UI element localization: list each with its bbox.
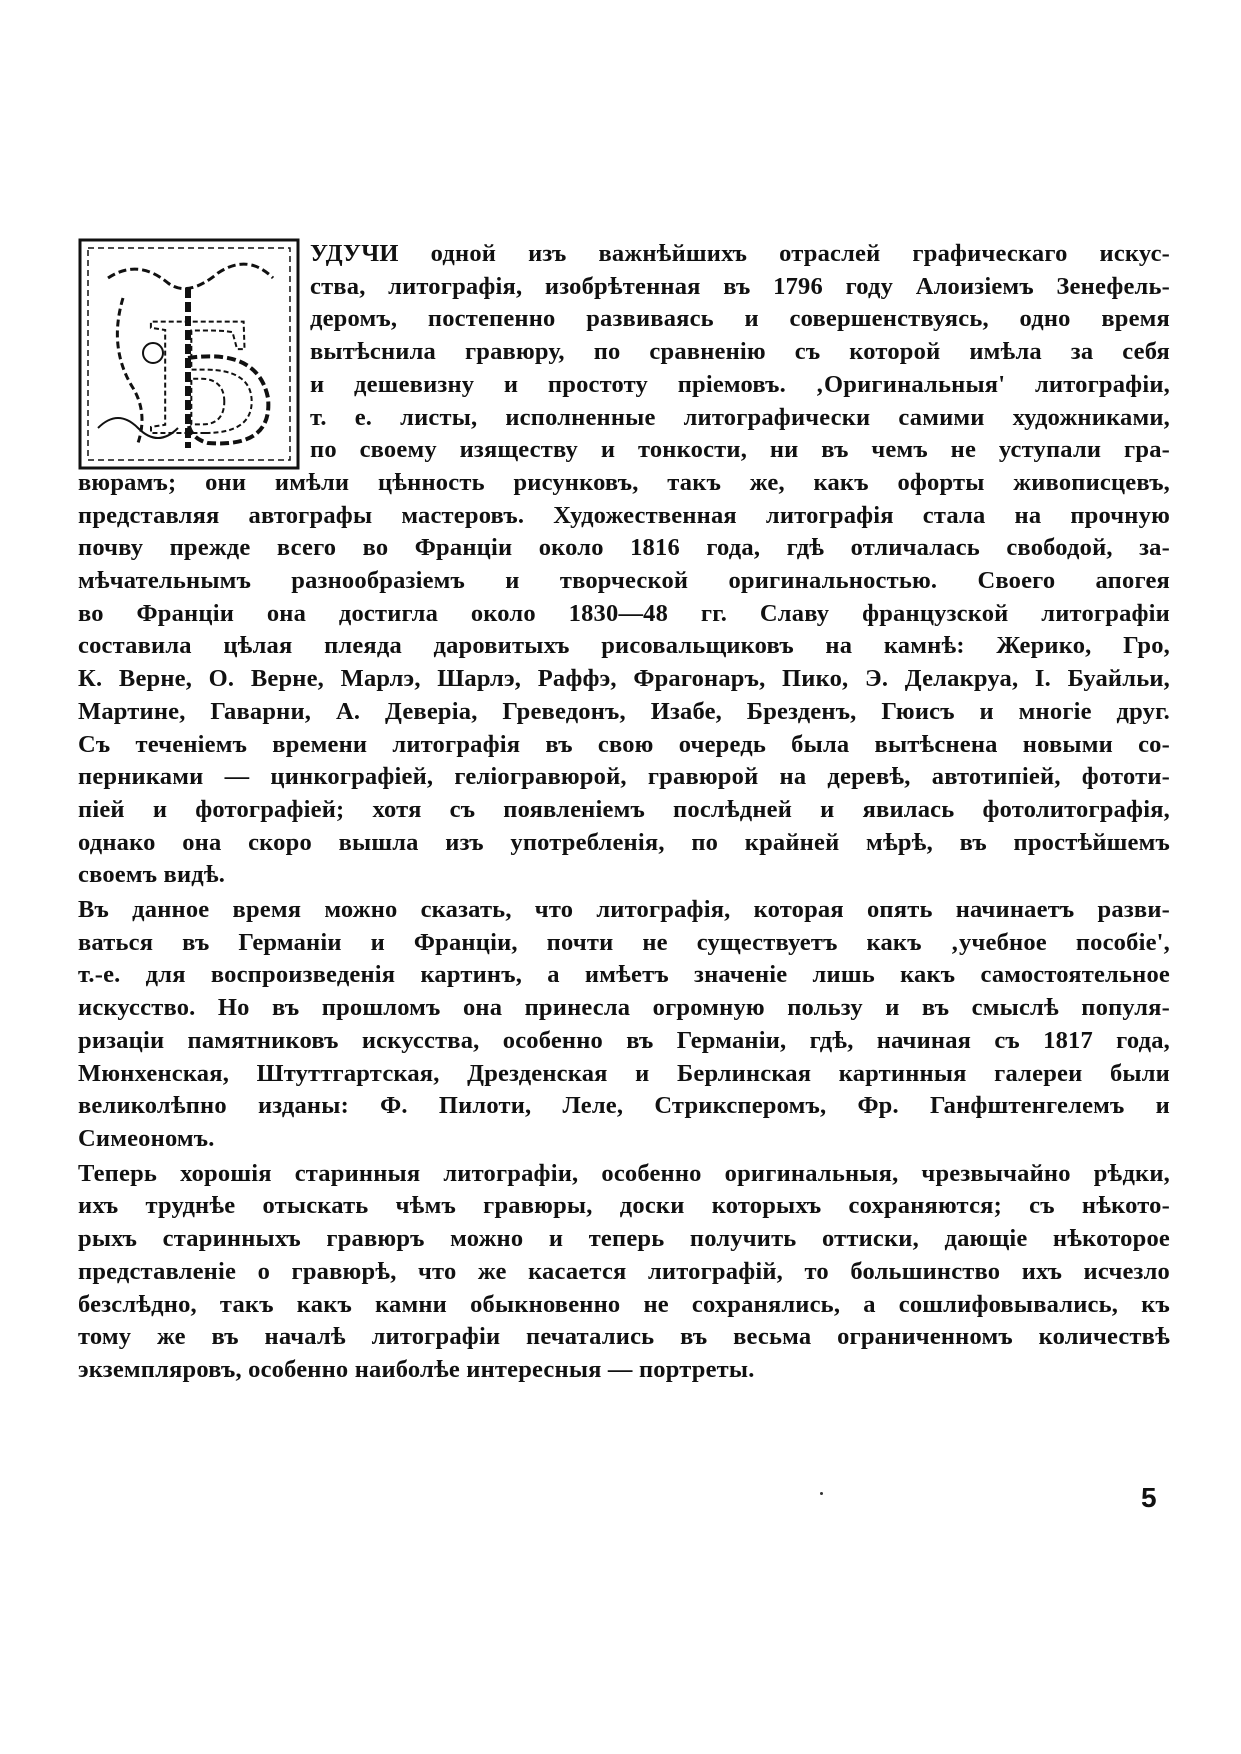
line: Въ данное время можно сказать, что литографія, которая опять начинаетъ разви- bbox=[78, 896, 1170, 924]
line: почву прежде всего во Франціи около 1816 года, гдѣ отличалась свободой, за- bbox=[78, 534, 1170, 562]
line: во Франціи она достигла около 1830—48 гг. Славу французской литографіи bbox=[78, 599, 1170, 627]
line: безслѣдно, такъ какъ камни обыкновенно не сохранялись, а сошлифовывались, къ bbox=[78, 1290, 1170, 1318]
line: Мюнхенская, Штуттгартская, Дрезденская и Берлинская картинныя галереи были bbox=[78, 1059, 1170, 1087]
line: вытѣснила гравюру, по сравненію съ которой имѣла за себя bbox=[310, 338, 1170, 366]
line: мѣчательнымъ разнообразіемъ и творческой оригинальностью. Своего апогея bbox=[78, 567, 1170, 595]
line: ваться въ Германіи и Франціи, почти не существуетъ какъ ‚учебное пособіе', bbox=[78, 928, 1170, 956]
dropcap-letter: Б bbox=[148, 282, 261, 470]
line: Симеономъ. bbox=[78, 1124, 215, 1152]
line: составила цѣлая плеяда даровитыхъ рисовальщиковъ на камнѣ: Жерико, Гро, bbox=[78, 632, 1170, 660]
line: по своему изяществу и тонкости, ни въ чемъ не уступали гра- bbox=[310, 436, 1170, 464]
page-number: 5 bbox=[1141, 1482, 1157, 1513]
line: Теперь хорошія старинныя литографіи, особенно оригинальныя, чрезвычайно рѣдки, bbox=[78, 1159, 1170, 1187]
paragraph-3 bbox=[78, 1158, 1170, 1387]
line: деромъ, постепенно развиваясь и совершенствуясь, одно время bbox=[310, 305, 1170, 333]
text-block bbox=[78, 238, 1170, 1387]
line: тому же въ началѣ литографіи печатались въ весьма ограниченномъ количествѣ bbox=[78, 1323, 1170, 1351]
line: вюрамъ; они имѣли цѣнность рисунковъ, такъ же, какъ офорты живописцевъ, bbox=[78, 468, 1170, 496]
ornamental-dropcap bbox=[78, 238, 300, 470]
line: ихъ труднѣе отыскать чѣмъ гравюры, доски которыхъ сохраняются; съ нѣкото- bbox=[78, 1192, 1170, 1220]
line: піей и фотографіей; хотя съ появленіемъ послѣдней и явилась фотолитографія, bbox=[78, 795, 1170, 823]
line: представляя автографы мастеровъ. Художественная литографія стала на прочную bbox=[78, 501, 1170, 529]
line: своемъ видѣ. bbox=[78, 861, 226, 889]
line: ства, литографія, изобрѣтенная въ 1796 году Алоизіемъ Зенефель- bbox=[310, 272, 1170, 300]
line: Мартине, Гаварни, А. Деверіа, Греведонъ, Изабе, Брезденъ, Гюисъ и многіе друг. bbox=[78, 697, 1170, 725]
print-speck bbox=[820, 1492, 823, 1495]
line: Съ теченіемъ времени литографія въ свою очередь была вытѣснена новыми со- bbox=[78, 730, 1170, 758]
line: ризаціи памятниковъ искусства, особенно въ Германіи, гдѣ, начиная съ 1817 года, bbox=[78, 1026, 1170, 1054]
line: и дешевизну и простоту пріемовъ. ‚Оригинальныя' литографіи, bbox=[310, 370, 1170, 398]
line: перниками — цинкографіей, геліогравюрой, гравюрой на деревѣ, автотипіей, фототи- bbox=[78, 763, 1170, 791]
line: рыхъ старинныхъ гравюръ можно и теперь получить оттиски, дающіе нѣкоторое bbox=[78, 1225, 1170, 1253]
line: однако она скоро вышла изъ употребленія, по крайней мѣрѣ, въ простѣйшемъ bbox=[78, 828, 1170, 856]
line: искусство. Но въ прошломъ она принесла огромную пользу и въ смыслѣ популя- bbox=[78, 994, 1170, 1022]
line: экземпляровъ, особенно наиболѣе интересныя — портреты. bbox=[78, 1355, 755, 1383]
line: представленіе о гравюрѣ, что же касается литографій, то большинство ихъ исчезло bbox=[78, 1257, 1170, 1285]
line: УДУЧИ одной изъ важнѣйшихъ отраслей графическаго искус- bbox=[310, 240, 1170, 267]
paragraph-1 bbox=[78, 238, 1170, 892]
paragraph-2 bbox=[78, 894, 1170, 1156]
line: великолѣпно изданы: Ф. Пилоти, Леле, Стриксперомъ, Фр. Ганфштенгелемъ и bbox=[78, 1092, 1170, 1120]
line: К. Верне, О. Верне, Марлэ, Шарлэ, Раффэ, Фрагонаръ, Пико, Э. Делакруа, І. Буайльи, bbox=[78, 665, 1170, 693]
line: т.-е. для воспроизведенія картинъ, а имѣетъ значеніе лишь какъ самостоятельное bbox=[78, 961, 1170, 989]
line: т. е. листы, исполненные литографически самими художниками, bbox=[310, 403, 1170, 431]
